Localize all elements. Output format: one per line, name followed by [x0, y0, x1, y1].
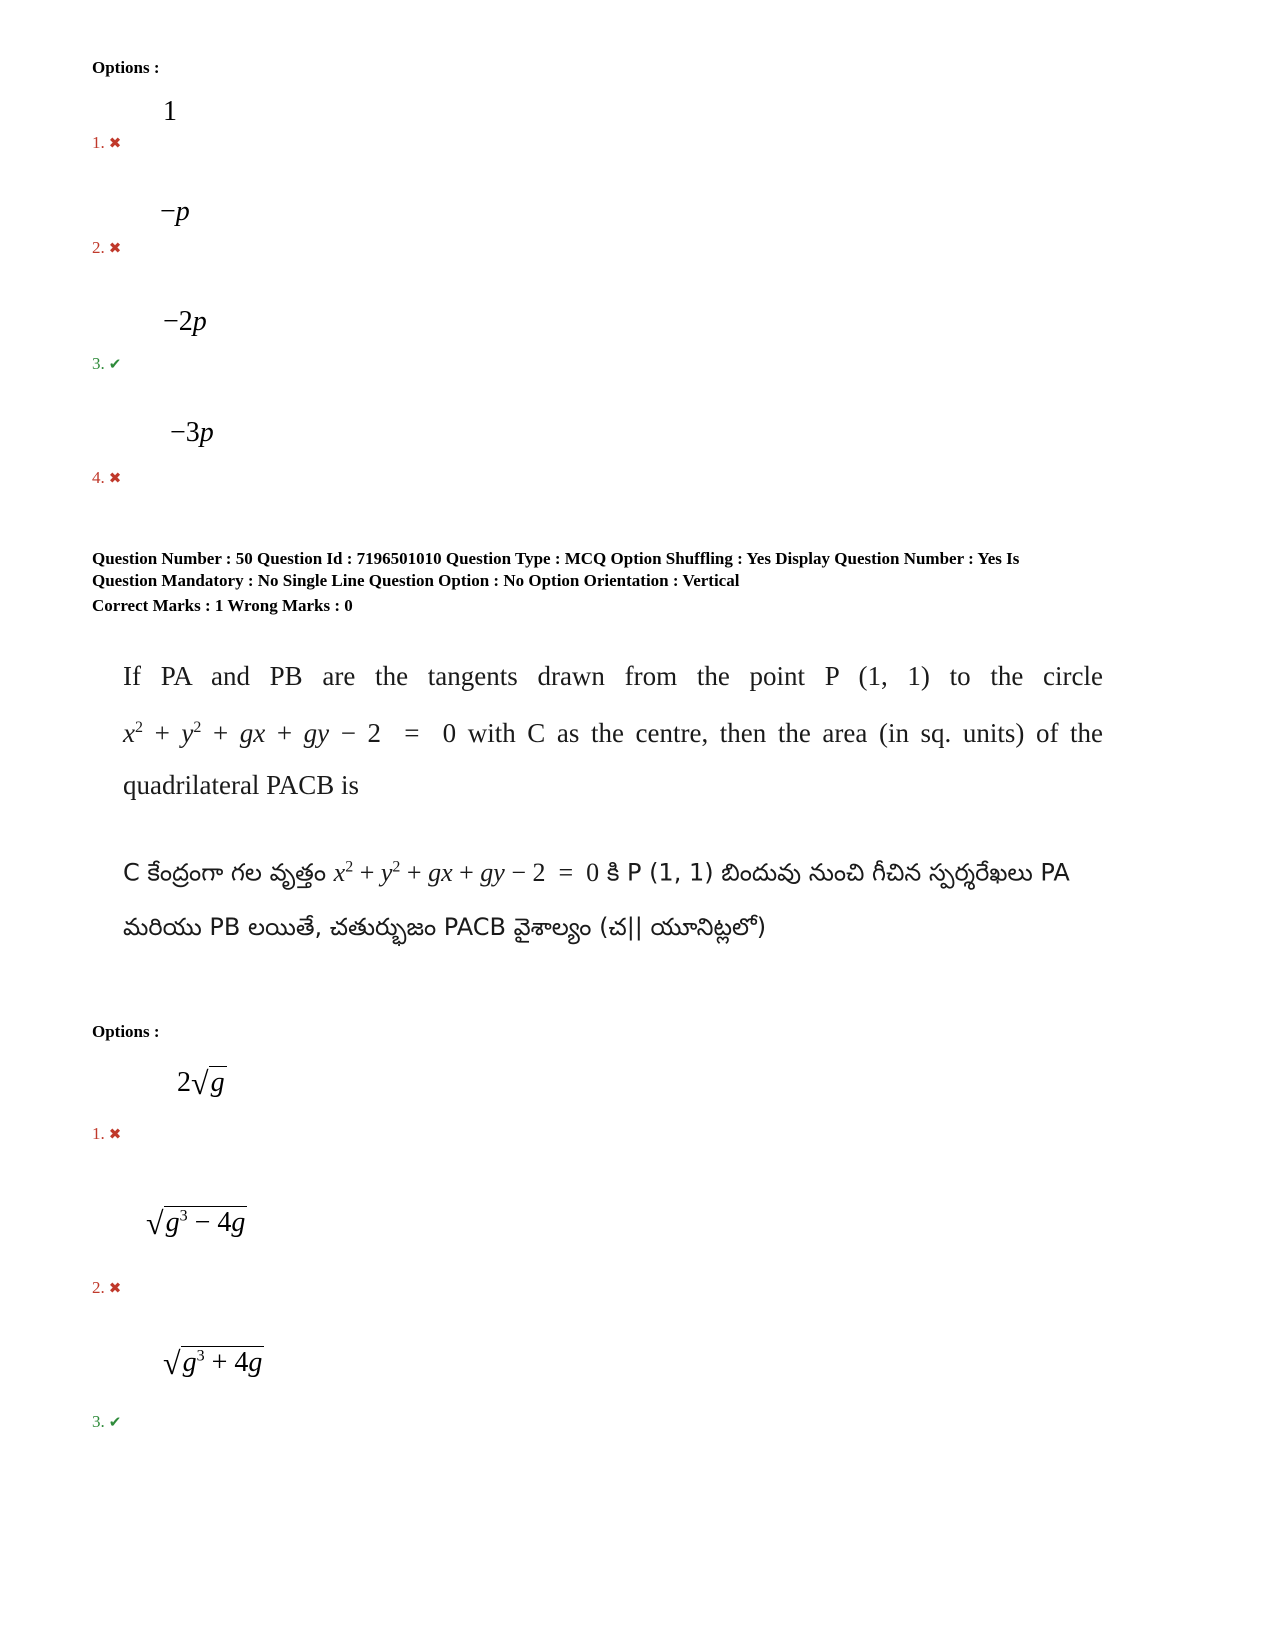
question-text-english: If PA and PB are the tangents drawn from the point P (1, 1) to the circle $x^2 + y^2$ + gx + gy − 2 = 0 with C as the centre, then the area (in sq. units) of the quadrilateral PACB is [123, 661, 1104, 800]
question-meta: Question Number : 50 Question Id : 7196501010 Question Type : MCQ Option Shuffling : Yes Display Question Number : Yes Is Question Mandatory : No Single Line Question Option : No Option Orientation : Vertical [92, 549, 1020, 590]
answer-3-number: 3. ✔ [92, 1412, 122, 1431]
option-2-expression: −p [160, 196, 190, 227]
circle-equation: $x^2 + y^2$ + gx + gy − 2 = 0 [123, 718, 457, 748]
cross-icon: ✖ [108, 1127, 122, 1143]
answer-2-number: 2. ✖ [92, 1278, 122, 1297]
answer-1-number: 1. ✖ [92, 1124, 122, 1143]
answer-2-expression: √ $g^3 - 4g$ [146, 1205, 246, 1242]
option-1-number: 1. ✖ [92, 133, 122, 152]
option-2-number: 2. ✖ [92, 238, 122, 257]
cross-icon: ✖ [108, 1281, 122, 1297]
check-icon: ✔ [108, 1415, 122, 1431]
circle-equation-telugu: $x^2 + y^2$ + gx + gy − 2 = 0 [333, 857, 600, 887]
cross-icon: ✖ [108, 136, 122, 152]
option-4-expression: −3p [170, 417, 214, 448]
answer-1-expression: 2 √ g [177, 1065, 225, 1102]
check-icon: ✔ [108, 357, 122, 373]
option-3-number: 3. ✔ [92, 354, 122, 373]
question-text-telugu: C కేంద్రంగా గల వృత్తం $x^2 + y^2$ + gx + gy − 2 = 0 కి P (1, 1) బిందువు నుంచి గీచిన స్పర్శరేఖలు PA మరియు PB లయితే, చతుర్భుజం PACB వైశాల్యం (చ|| యూనిట్లలో) [123, 857, 1070, 941]
options-label: Options : [92, 58, 160, 77]
options-label: Options : [92, 1022, 160, 1041]
option-1-expression: 1 [163, 96, 177, 127]
option-4-number: 4. ✖ [92, 468, 122, 487]
answer-3-expression: √ $g^3 + 4g$ [163, 1345, 263, 1382]
option-3-expression: −2p [163, 306, 207, 337]
cross-icon: ✖ [108, 471, 122, 487]
cross-icon: ✖ [108, 241, 122, 257]
marks-line: Correct Marks : 1 Wrong Marks : 0 [92, 596, 353, 615]
